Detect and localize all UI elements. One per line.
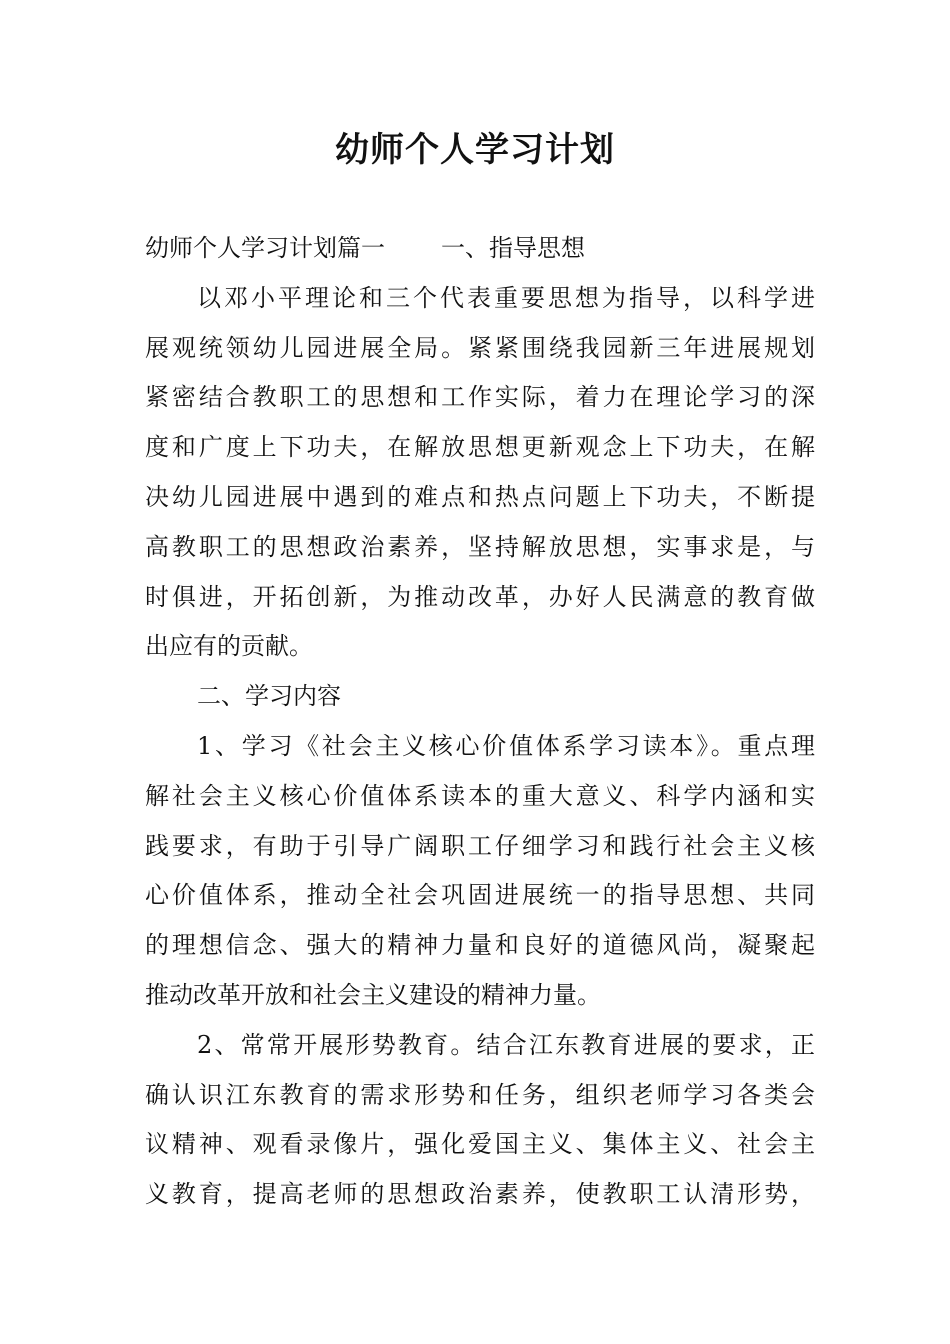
section-label: 幼师个人学习计划篇一 (145, 234, 385, 262)
text-line: 出应有的贡献。 (145, 632, 313, 661)
paragraph-lines (145, 274, 815, 1220)
text-line: 以邓小平理论和三个代表重要思想为指导，以科学进 (197, 283, 815, 312)
text-line: 义教育，提高老师的思想政治素养，使教职工认清形势， (145, 1180, 815, 1209)
text-line: 解社会主义核心价值体系读本的重大意义、科学内涵和实 (145, 781, 815, 810)
document-body (145, 224, 815, 1220)
intro-line (145, 224, 815, 274)
text-line: 确认识江东教育的需求形势和任务，组织老师学习各类会 (145, 1080, 815, 1109)
text-line: 二、学习内容 (197, 682, 341, 711)
text-line: 推动改革开放和社会主义建设的精神力量。 (145, 980, 601, 1009)
document-title: 幼师个人学习计划 (335, 130, 615, 170)
text-line: 1、学习《社会主义核心价值体系学习读本》。重点理 (197, 731, 815, 760)
text-line: 展观统领幼儿园进展全局。紧紧围绕我园新三年进展规划 (145, 333, 815, 362)
text-line: 度和广度上下功夫，在解放思想更新观念上下功夫，在解 (145, 433, 815, 462)
text-line: 2、常常开展形势教育。结合江东教育进展的要求，正 (197, 1030, 815, 1059)
section-heading: 一、指导思想 (441, 234, 585, 262)
text-line: 决幼儿园进展中遇到的难点和热点问题上下功夫，不断提 (145, 482, 815, 511)
text-line: 议精神、观看录像片，强化爱国主义、集体主义、社会主 (145, 1130, 815, 1159)
text-line: 紧密结合教职工的思想和工作实际，着力在理论学习的深 (145, 383, 815, 412)
text-line: 践要求，有助于引导广阔职工仔细学习和践行社会主义核 (145, 831, 815, 860)
text-line: 时俱进，开拓创新，为推动改革，办好人民满意的教育做 (145, 582, 815, 611)
text-line: 高教职工的思想政治素养，坚持解放思想，实事求是，与 (145, 532, 815, 561)
text-line: 心价值体系，推动全社会巩固进展统一的指导思想、共同 (145, 881, 815, 910)
text-line: 的理想信念、强大的精神力量和良好的道德风尚，凝聚起 (145, 931, 815, 960)
